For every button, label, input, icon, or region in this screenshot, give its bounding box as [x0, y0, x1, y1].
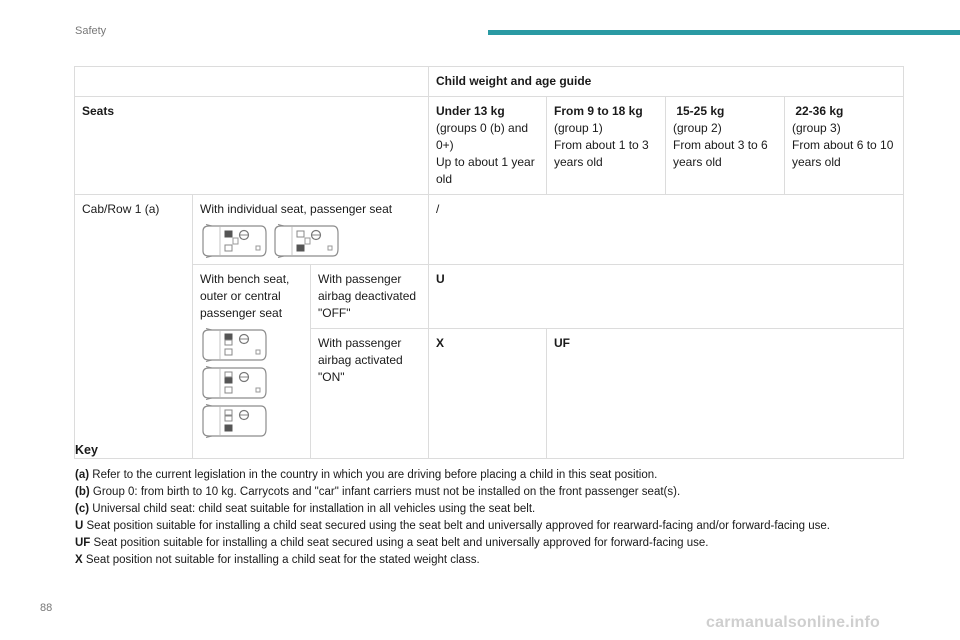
column-line: years old [554, 155, 603, 169]
key-text: Seat position not suitable for installing a child seat for the stated weight class. [82, 554, 480, 566]
bench-seat-label-line: passenger seat [200, 306, 283, 320]
airbag-off-label-line: With passenger [318, 272, 402, 286]
seats-label: Seats [75, 97, 429, 195]
key-title: Key [75, 443, 98, 457]
header-empty-cell [75, 67, 429, 97]
key-text: Seat position suitable for installing a child seat secured using the seat belt and universally approved for rearward-facing and/or forward-facing use. [83, 520, 830, 532]
bench-seat-label-line: outer or central [200, 289, 281, 303]
column-line: years old [673, 155, 722, 169]
key-text: Seat position suitable for installing a child seat secured using a seat belt and universally approved for forward-facing use. [90, 537, 709, 549]
key-text: Group 0: from birth to 10 kg. Carrycots and "car" infant carriers must not be installed on the front passenger seat(s). [89, 486, 681, 498]
individual-seat-label: With individual seat, passenger seat [200, 202, 393, 216]
van-seat-diagram-icon [200, 328, 268, 362]
section-title: Safety [75, 25, 107, 37]
key-code: X [75, 554, 83, 566]
airbag-on-value-uf: UF [547, 329, 904, 459]
key-item [75, 518, 915, 535]
column-title: From 9 to 18 kg [554, 104, 643, 118]
airbag-off-label-line: "OFF" [318, 306, 351, 320]
key-code: U [75, 520, 84, 532]
page-number: 88 [40, 602, 53, 614]
key-code: (c) [75, 503, 90, 515]
airbag-on-label-line: With passenger [318, 336, 402, 350]
column-line: old [436, 172, 453, 186]
header-accent-bar [488, 30, 960, 35]
airbag-on-cell [311, 329, 429, 459]
key-code: UF [75, 537, 91, 549]
key-code: (a) [75, 469, 90, 481]
airbag-on-label-line: "ON" [318, 370, 345, 384]
column-under-13kg [429, 97, 547, 195]
column-line: years old [792, 155, 841, 169]
airbag-off-cell [311, 265, 429, 329]
column-title: 22-36 kg [792, 104, 844, 118]
column-title: 15-25 kg [673, 104, 725, 118]
key-code: (b) [75, 486, 90, 498]
watermark: carmanualsonline.info [706, 614, 881, 631]
airbag-on-label-line: airbag activated [318, 353, 403, 367]
column-line: 0+) [436, 138, 454, 152]
column-line: (group 1) [554, 121, 603, 135]
airbag-on-value-x: X [429, 329, 547, 459]
bench-seat-label-line: With bench seat, [200, 272, 290, 286]
column-22-36kg [785, 97, 904, 195]
van-seat-diagram-icon [272, 224, 340, 258]
key-text: Universal child seat: child seat suitable for installation in all vehicles using the seat belt. [89, 503, 536, 515]
bench-seat-cell [193, 265, 311, 459]
key-item [75, 484, 915, 501]
column-9-18kg [547, 97, 666, 195]
key-section [75, 443, 915, 569]
key-item [75, 467, 915, 484]
column-15-25kg [666, 97, 785, 195]
column-line: (groups 0 (b) and [436, 121, 529, 135]
column-line: From about 3 to 6 [673, 138, 768, 152]
column-line: From about 6 to 10 [792, 138, 894, 152]
individual-seat-cell [193, 195, 429, 265]
column-title: Under 13 kg [436, 104, 505, 118]
row-label: Cab/Row 1 (a) [75, 195, 193, 459]
child-seat-table [74, 66, 904, 459]
key-item [75, 501, 915, 518]
column-line: (group 2) [673, 121, 722, 135]
individual-seat-value: / [429, 195, 904, 265]
van-seat-diagram-icon [200, 366, 268, 400]
van-seat-diagram-icon [200, 404, 268, 438]
airbag-off-label-line: airbag deactivated [318, 289, 417, 303]
key-item [75, 535, 915, 552]
airbag-off-value: U [429, 265, 904, 329]
van-seat-diagram-icon [200, 224, 268, 258]
guide-header: Child weight and age guide [429, 67, 904, 97]
key-text: Refer to the current legislation in the country in which you are driving before placing a child in this seat position. [89, 469, 658, 481]
column-line: (group 3) [792, 121, 841, 135]
key-item [75, 552, 915, 569]
column-line: From about 1 to 3 [554, 138, 649, 152]
column-line: Up to about 1 year [436, 155, 535, 169]
